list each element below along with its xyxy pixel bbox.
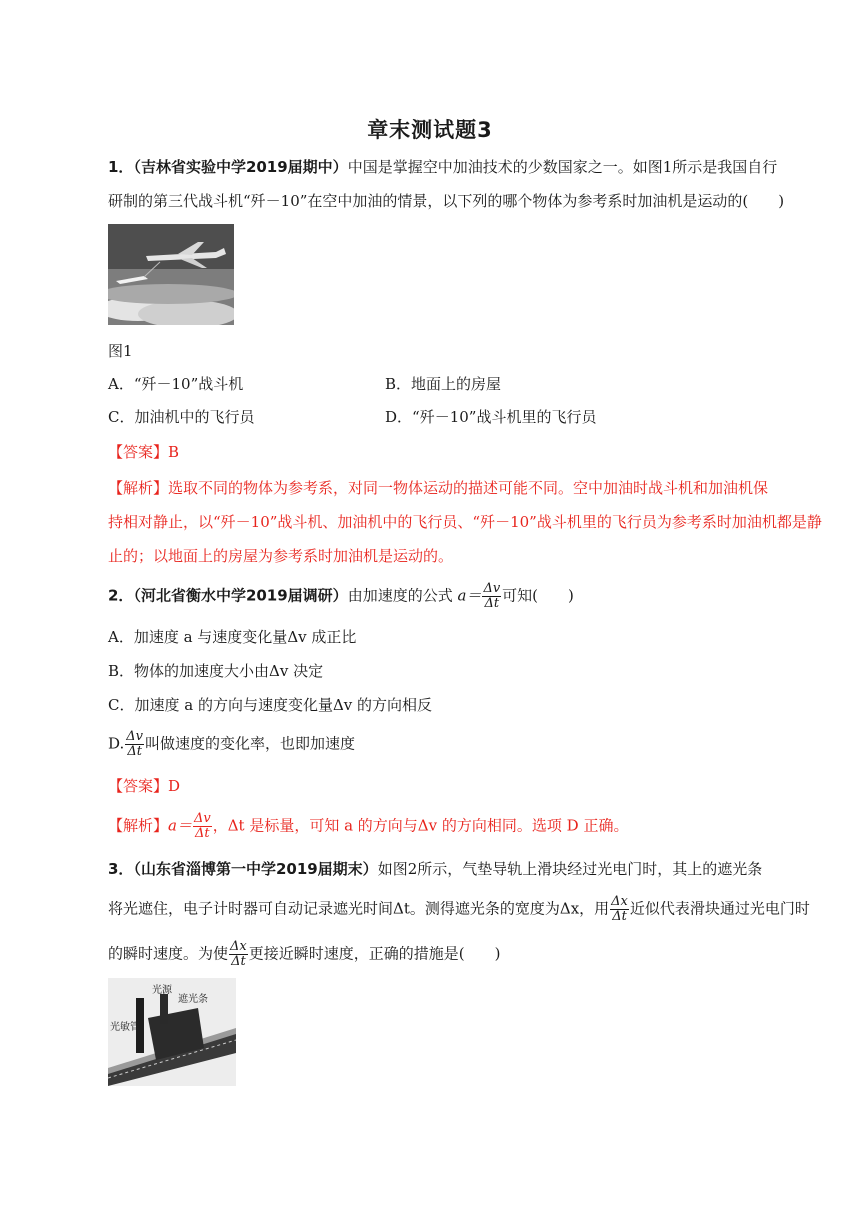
q2-answer-value: D	[168, 777, 181, 795]
q2-option-c: C．加速度 a 的方向与速度变化量Δv 的方向相反	[108, 696, 433, 714]
q3-line-3	[108, 940, 500, 969]
q2-option-d-denominator: Δt	[127, 744, 142, 759]
q3-line-3-denominator: Δt	[231, 954, 246, 969]
q2-option-b: B．物体的加速度大小由Δv 决定	[108, 662, 324, 680]
q2-option-d-fraction	[125, 730, 144, 759]
q1-option-c: C．加油机中的飞行员	[108, 408, 255, 426]
q1-number: 1．	[108, 158, 134, 176]
q3-text-2-post: 近似代表滑块通过光电门时	[629, 899, 810, 918]
q2-option-d-text: 叫做速度的变化率，也即加速度	[145, 734, 356, 753]
q3-text-2-pre: 将光遮住，电子计时器可自动记录遮光时间Δt。测得遮光条的宽度为Δx，用	[108, 899, 610, 918]
q1-option-d: D．“歼－10”战斗机里的飞行员	[385, 408, 597, 426]
q2-analysis-denominator: Δt	[195, 826, 210, 841]
q1-analysis-tag: 【解析】	[108, 479, 169, 497]
q3-line-3-fraction	[229, 940, 248, 969]
q2-analysis	[108, 812, 628, 841]
q3-text-1: 如图2所示，气垫导轨上滑块经过光电门时，其上的遮光条	[377, 860, 763, 878]
q3-line-2-fraction	[610, 895, 629, 924]
q3-line-1	[108, 858, 762, 880]
q1-option-b: B．地面上的房屋	[385, 375, 502, 393]
q1-analysis-line-2: 持相对静止，以“歼－10”战斗机、加油机中的飞行员、“歼－10”战斗机里的飞行员为参考系时加油机都是静	[108, 513, 822, 531]
q2-analysis-text: ，Δt 是标量，可知 a 的方向与Δv 的方向相同。选项 D 正确。	[212, 816, 629, 835]
q1-text-1: 中国是掌握空中加油技术的少数国家之一。如图1所示是我国自行	[347, 158, 778, 176]
q1-line-2: 研制的第三代战斗机“歼－10”在空中加油的情景，以下列的哪个物体为参考系时加油机是运动的( )	[108, 192, 785, 210]
figure-2-label-light-source: 光源	[152, 985, 172, 996]
q2-formula-lhs: a＝	[457, 586, 482, 605]
q2-option-a: A．加速度 a 与速度变化量Δv 成正比	[108, 628, 357, 646]
q2-option-d-prefix: D.	[108, 734, 125, 753]
figure-1-label: 图1	[108, 342, 133, 360]
q1-answer-value: B	[168, 443, 180, 461]
page-title: 章末测试题3	[367, 118, 493, 142]
q2-line-1	[108, 582, 574, 611]
q2-text-pre: 由加速度的公式	[347, 586, 453, 605]
figure-2-air-track-photo	[108, 978, 236, 1086]
q2-option-d	[108, 730, 355, 759]
q2-frac-denominator: Δt	[484, 596, 500, 611]
q1-answer	[108, 441, 179, 463]
q3-line-3-numerator: Δx	[230, 939, 247, 954]
aircraft-refueling-image	[108, 224, 234, 325]
q2-frac-numerator: Δv	[483, 581, 501, 596]
q2-analysis-fraction	[193, 812, 212, 841]
q1-source: （吉林省实验中学2019届期中）	[133, 158, 348, 176]
q3-line-2	[108, 895, 810, 924]
q2-analysis-tag: 【解析】	[108, 816, 169, 835]
q3-source: （山东省淄博第一中学2019届期末）	[133, 860, 378, 878]
q2-analysis-lhs: a＝	[168, 816, 192, 835]
q2-answer	[108, 775, 180, 797]
figure-2-label-light-strip: 遮光条	[178, 994, 208, 1005]
q3-text-3-pre: 的瞬时速度。为使	[108, 944, 229, 963]
q1-answer-tag: 【答案】	[108, 443, 169, 461]
q2-text-post: 可知( )	[502, 586, 574, 605]
q2-analysis-numerator: Δv	[193, 811, 211, 826]
figure-1-refueling-photo	[108, 224, 234, 325]
q2-formula-fraction	[482, 582, 501, 611]
q1-analysis-text-1: 选取不同的物体为参考系，对同一物体运动的描述可能不同。空中加油时战斗机和加油机保	[168, 479, 769, 497]
q2-source: （河北省衡水中学2019届调研）	[133, 586, 348, 605]
q2-answer-tag: 【答案】	[108, 777, 169, 795]
q1-analysis-line-1	[108, 477, 768, 499]
q2-option-d-numerator: Δv	[126, 729, 143, 744]
q3-frac-denominator: Δt	[612, 909, 627, 924]
q3-number: 3．	[108, 860, 134, 878]
q1-line-1	[108, 156, 777, 178]
q2-number: 2．	[108, 586, 134, 605]
q1-analysis-line-3: 止的；以地面上的房屋为参考系时加油机是运动的。	[108, 547, 454, 565]
figure-2-label-photosensor: 光敏管	[110, 1022, 140, 1033]
q3-frac-numerator: Δx	[611, 894, 628, 909]
q1-option-a: A．“歼－10”战斗机	[108, 375, 244, 393]
q3-text-3-post: 更接近瞬时速度，正确的措施是( )	[248, 944, 501, 963]
